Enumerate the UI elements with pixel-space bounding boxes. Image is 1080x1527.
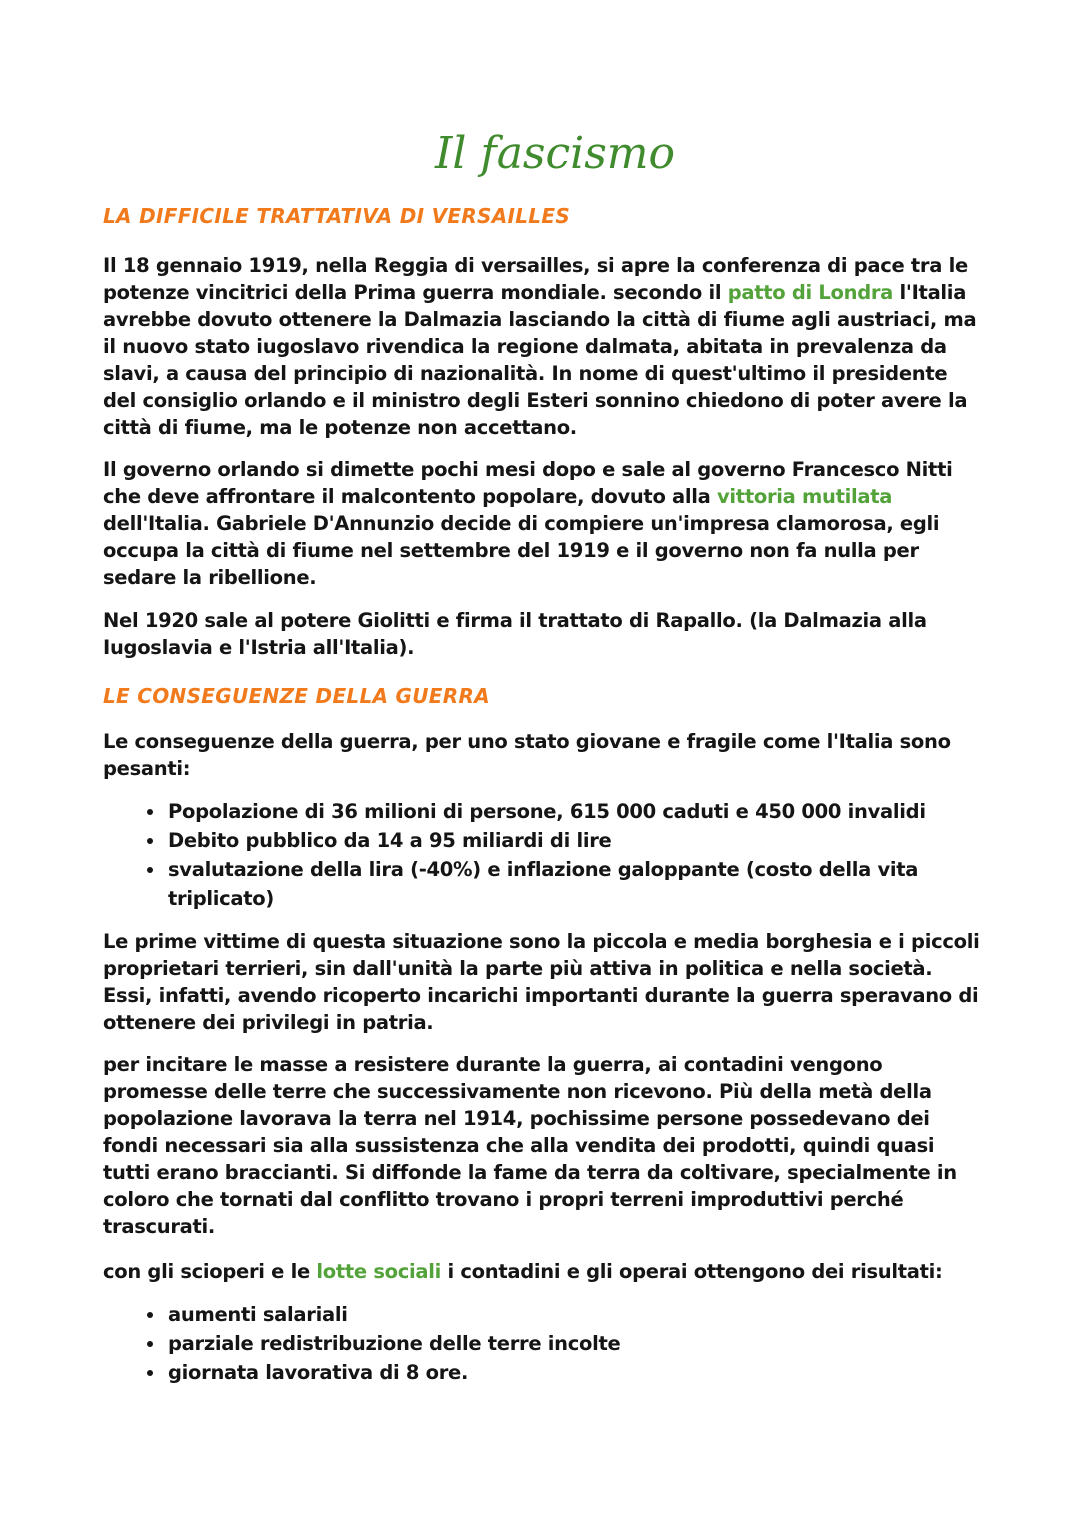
list-item: • Popolazione di 36 milioni di persone, 615 000 caduti e 450 000 invalidi (166, 797, 986, 826)
paragraph-peasants: per incitare le masse a resistere durante la guerra, ai contadini vengono promesse delle terre che successivamente non ricevono. Più della metà della popolazione lavorava la terra nel 1914, pochissime persone possedevano dei fondi necessari sia alla sussistenza che alla vendita dei prodotti, quindi quasi tutti erano braccianti. Si diffonde la fame da terra da coltivare, specialmente in coloro che tornati dal conflitto trovano i propri terreni improduttivi perché trascurati. (103, 1053, 957, 1238)
text: i contadini e gli operai ottengono dei risultati: (441, 1260, 943, 1283)
text: con gli scioperi e le (103, 1260, 317, 1283)
section-heading-versailles: LA DIFFICILE TRATTATIVA DI VERSAILLES (103, 204, 571, 228)
text: dell'Italia. Gabriele D'Annunzio decide di compiere un'impresa clamorosa, egli occupa la città di fiume nel settembre del 1919 e il governo non fa nulla per sedare la ribellione. (103, 512, 940, 589)
list-item: • giornata lavorativa di 8 ore. (166, 1358, 986, 1387)
text: Il governo orlando si dimette pochi mesi dopo e sale al governo Francesco Nitti che deve affrontare il malcontento popolare, dovuto alla (103, 458, 953, 508)
highlight-patto-di-londra: patto di Londra (727, 281, 894, 304)
results-list (130, 1300, 986, 1387)
paragraph-first-victims: Le prime vittime di questa situazione sono la piccola e media borghesia e i piccoli proprietari terrieri, sin dall'unità la parte più attiva in politica e nella società. Essi, infatti, avendo ricoperto incarichi importanti durante la guerra speravano di ottenere dei privilegi in patria. (103, 930, 980, 1034)
paragraph-consequences-intro: Le conseguenze della guerra, per uno stato giovane e fragile come l'Italia sono pesanti: (103, 730, 951, 780)
list-item: • Debito pubblico da 14 a 95 miliardi di lire (166, 826, 986, 855)
list-item: • svalutazione della lira (-40%) e inflazione galoppante (costo della vita triplicato) (166, 855, 986, 913)
list-item: • parziale redistribuzione delle terre incolte (166, 1329, 986, 1358)
text: l'Italia avrebbe dovuto ottenere la Dalmazia lasciando la città di fiume agli austriaci, ma il nuovo stato iugoslavo rivendica la regione dalmata, abitata in prevalenza da slavi, a causa del principio di nazionalità. In nome di quest'ultimo il presidente del consiglio orlando e il ministro degli Esteri sonnino chiedono di poter avere la città di fiume, ma le potenze non accettano. (103, 281, 977, 439)
highlight-vittoria-mutilata: vittoria mutilata (717, 485, 893, 508)
page-title: Il fascismo (434, 128, 676, 179)
highlight-lotte-sociali: lotte sociali (316, 1260, 442, 1283)
consequences-list (130, 797, 986, 913)
paragraph-rapallo-treaty: Nel 1920 sale al potere Giolitti e firma il trattato di Rapallo. (la Dalmazia alla Iugoslavia e l'Istria all'Italia). (103, 609, 927, 659)
section-heading-consequences: LE CONSEGUENZE DELLA GUERRA (103, 684, 490, 708)
paragraph-orlando-resigns (103, 456, 983, 591)
paragraph-versailles-conference (103, 252, 983, 441)
paragraph-strikes (103, 1258, 983, 1285)
text: Il 18 gennaio 1919, nella Reggia di versailles, si apre la conferenza di pace tra le potenze vincitrici della Prima guerra mondiale. secondo il (103, 254, 968, 304)
list-item: • aumenti salariali (166, 1300, 986, 1329)
